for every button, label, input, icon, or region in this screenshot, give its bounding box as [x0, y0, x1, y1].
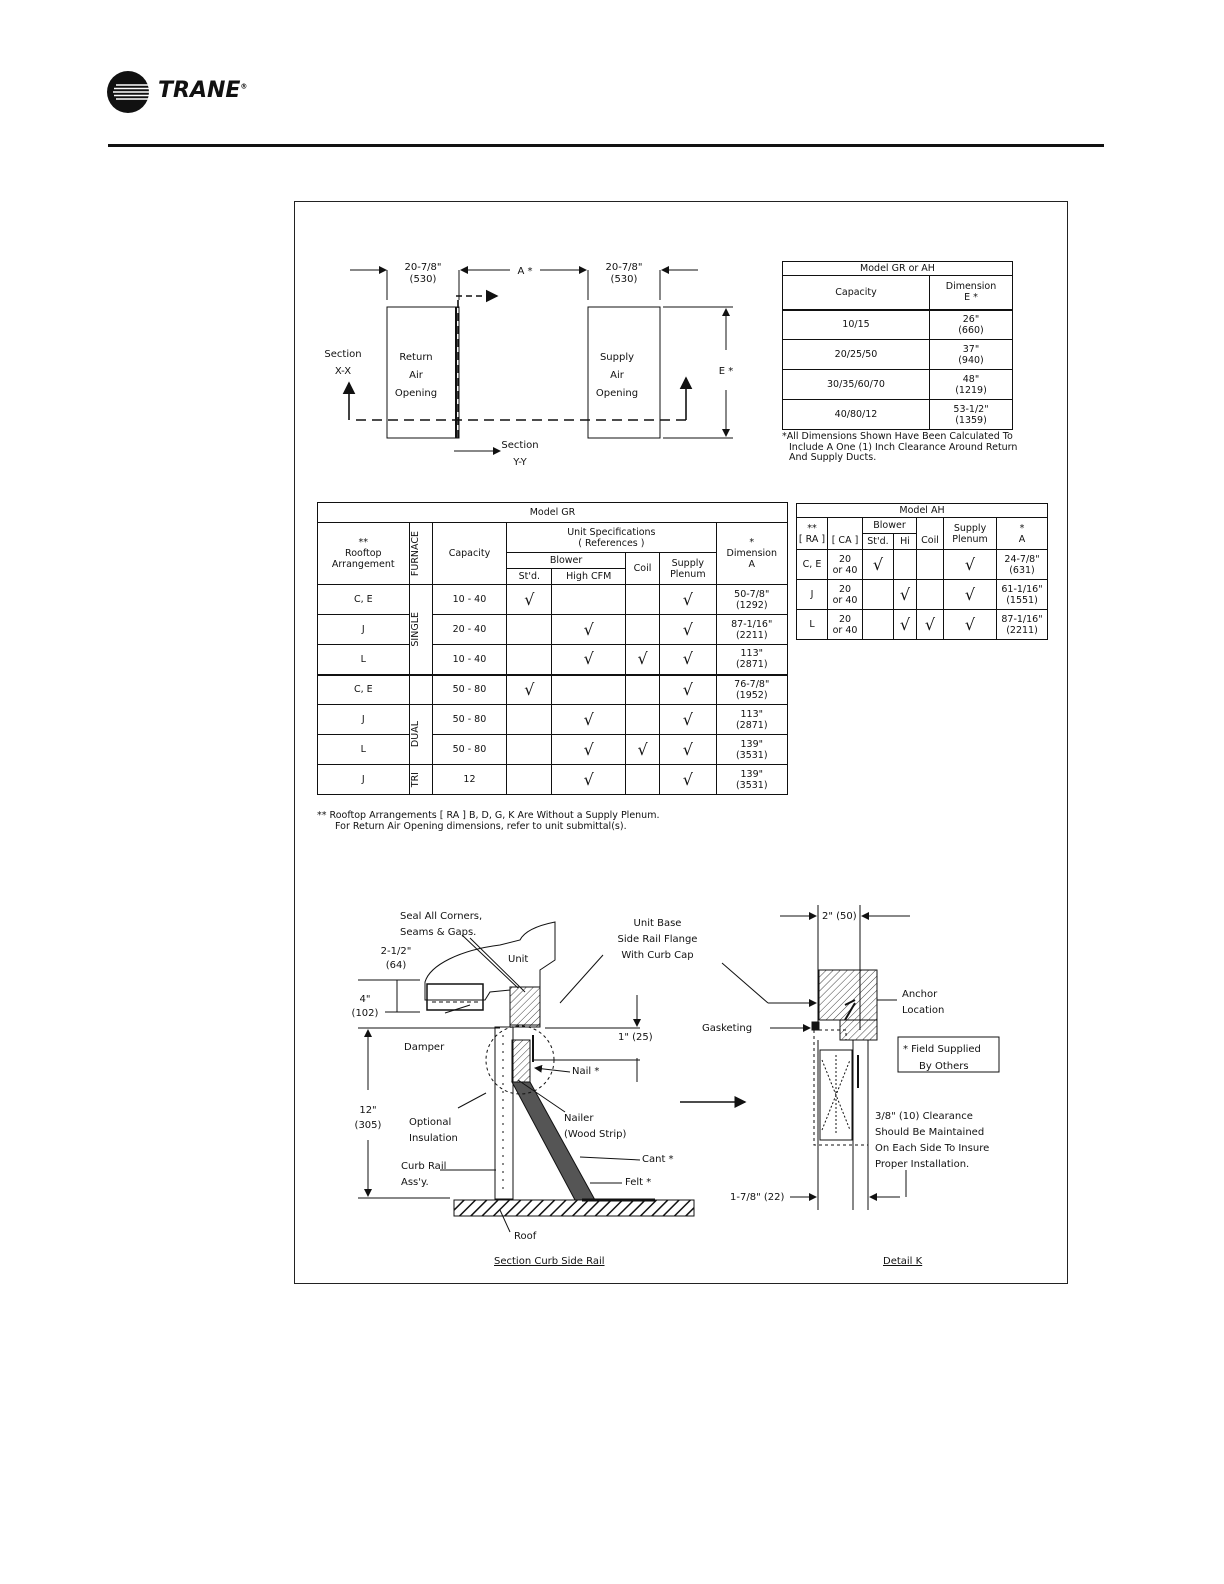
- table-title: Model GR or AH: [783, 262, 1013, 276]
- nailer-label: Nailer (Wood Strip): [564, 1113, 627, 1140]
- supply-air-opening-label: Supply Air Opening: [595, 352, 639, 399]
- unit-label: Unit: [508, 954, 529, 965]
- dim-12: 12" (305): [348, 1103, 388, 1133]
- dimension-e-table: Model GR or AH Capacity Dimension E * 10/15 26" (660) 20/25/50 37" (940) 30/35/60/70 48" (1219) 40/80/12 53-1/2" (1359): [782, 261, 1013, 430]
- table-row: L 50 - 80 √ √ √ 139" (3531): [318, 735, 788, 765]
- table-title: Model AH: [797, 504, 1048, 518]
- anchor-location-label: Anchor Location: [902, 989, 945, 1016]
- table-row: L 20 or 40 √ √ √ 87-1/16" (2211): [797, 610, 1048, 640]
- model-ah-table: Model AH ** [ RA ] [ CA ] Blower Coil Supply Plenum * A St'd. Hi C, E 20 or 40 √ √ 24-7/8" (631) J 20 or 40 √ √ 61-1/16" (1551) L 20 or 40 √ √ √ 87-1/16" (2211): [796, 503, 1048, 640]
- dim-right-width: 20-7/8" (530): [605, 262, 643, 285]
- table-row: J TRI 12 √ √ 139" (3531): [318, 765, 788, 795]
- gasketing-label: Gasketing: [702, 1023, 753, 1034]
- curb-rail-label: Curb Rail Ass'y.: [401, 1161, 447, 1188]
- nail-label: Nail *: [572, 1066, 600, 1077]
- model-gr-note: ** Rooftop Arrangements [ RA ] B, D, G, K Are Without a Supply Plenum. For Return Air Opening dimensions, refer to unit submittal(s).: [317, 810, 660, 832]
- cant-label: Cant *: [642, 1154, 674, 1165]
- dim-e-label: E *: [716, 366, 736, 378]
- clearance-note: 3/8" (10) Clearance Should Be Maintained On Each Side To Insure Proper Installation.: [875, 1111, 990, 1170]
- section-yy-label: Section Y-Y: [501, 440, 539, 468]
- table-row: C, E SINGLE 10 - 40 √ √ 50-7/8" (1292): [318, 585, 788, 615]
- section-caption: Section Curb Side Rail: [494, 1256, 605, 1267]
- dim-2: 2" (50): [822, 911, 857, 922]
- table-row: L 10 - 40 √ √ √ 113" (2871): [318, 645, 788, 675]
- dim-4: 4" (102): [345, 993, 385, 1021]
- optional-insulation-label: Optional Insulation: [409, 1117, 458, 1144]
- table-row: 30/35/60/70 48" (1219): [783, 370, 1013, 400]
- section-xx-label: Section X-X: [324, 349, 362, 377]
- dim-1: 1" (25): [618, 1032, 653, 1043]
- table-title: Model GR: [318, 503, 788, 523]
- dim-left-width: 20-7/8" (530): [404, 262, 442, 285]
- dimension-e-note: *All Dimensions Shown Have Been Calculated To Include A One (1) Inch Clearance Around Return And Supply Ducts.: [782, 431, 1018, 463]
- field-supplied-note: * Field Supplied By Others: [903, 1044, 981, 1072]
- table-row: J 20 or 40 √ √ 61-1/16" (1551): [797, 580, 1048, 610]
- unit-base-note: Unit Base Side Rail Flange With Curb Cap: [617, 918, 698, 961]
- table-row: 40/80/12 53-1/2" (1359): [783, 400, 1013, 430]
- table-row: 10/15 26" (660): [783, 310, 1013, 340]
- model-gr-table: Model GR ** Rooftop Arrangement FURNACE Capacity Unit Specifications ( References ) * Dimension A Blower Coil Supply Plenum St'd. High CFM C, E SINGLE 10 - 40 √ √ 50-7/8" (1292) J 20 - 40 √ √ 87-1/16" (2211) L 10 - 40 √ √ √ 113" (2871) C, E 50 - 80 √ √ 76-7/8" (1952) J DUAL 50 - 80 √ √ 113" (2871) L 50 - 80 √ √ √ 139" (3531) J TRI 12 √ √ 139" (3531): [317, 502, 788, 795]
- damper-label: Damper: [404, 1042, 445, 1053]
- table-row: C, E 50 - 80 √ √ 76-7/8" (1952): [318, 675, 788, 705]
- dim-1-7-8: 1-7/8" (22): [730, 1192, 785, 1203]
- dim-a-label: A *: [510, 266, 540, 278]
- brand-name: TRANE®: [158, 78, 248, 103]
- return-air-opening-label: Return Air Opening: [394, 352, 438, 399]
- table-row: J DUAL 50 - 80 √ √ 113" (2871): [318, 705, 788, 735]
- detail-caption: Detail K: [883, 1256, 923, 1267]
- roof-label: Roof: [514, 1231, 537, 1242]
- seal-note: Seal All Corners, Seams & Gaps.: [400, 911, 483, 938]
- table-row: 20/25/50 37" (940): [783, 340, 1013, 370]
- table-row: C, E 20 or 40 √ √ 24-7/8" (631): [797, 550, 1048, 580]
- dim-2-1-2: 2-1/2" (64): [380, 946, 412, 971]
- table-row: J 20 - 40 √ √ 87-1/16" (2211): [318, 615, 788, 645]
- felt-label: Felt *: [625, 1177, 652, 1188]
